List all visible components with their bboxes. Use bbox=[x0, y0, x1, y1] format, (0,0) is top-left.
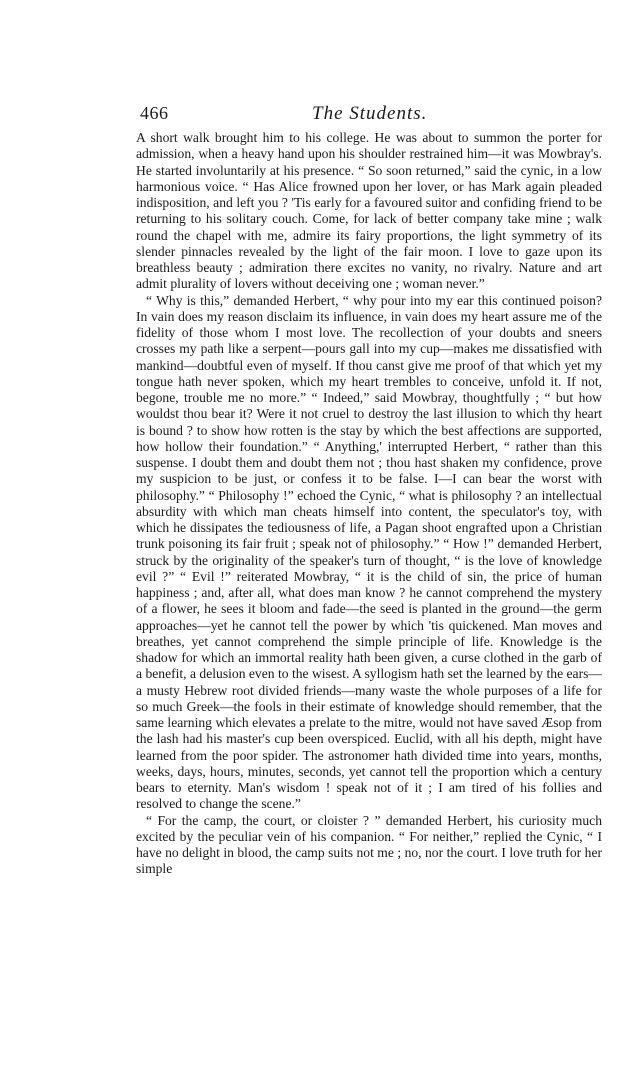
paragraph-3: “ For the camp, the court, or cloister ? ” demanded Herbert, his curiosity much excited by the peculiar vein of his companion. “ For neither,” replied the Cynic, “ I have no delight in blood, the camp suits not me ; no, nor the court. I love truth for her simple bbox=[136, 812, 602, 877]
body-text bbox=[136, 130, 602, 878]
running-head bbox=[140, 103, 602, 127]
paragraph-1: A short walk brought him to his college. He was about to summon the porter for admission, when a heavy hand upon his shoulder restrained him—it was Mowbray's. He started involuntarily at his presence. “ So soon returned,” said the cynic, in a low harmonious voice. “ Has Alice frowned upon her lover, or has Mark again pleaded indisposition, and left you ? 'Tis early for a favoured suitor and confiding friend to be returning to his solitary couch. Come, for lack of better company take mine ; walk round the chapel with me, admire its fairy proportions, the light symmetry of its slender pinnacles revealed by the light of the fair moon. I love to gaze upon its breathless beauty ; admiration there excites no vanity, no rivalry. Nature and art admit plurality of lovers without deceiving one ; woman never.” bbox=[136, 130, 602, 292]
running-title: The Students. bbox=[312, 103, 428, 124]
page-number: 466 bbox=[140, 103, 169, 123]
paragraph-2: “ Why is this,” demanded Herbert, “ why pour into my ear this continued poison? In vain does my reason disclaim its influence, in vain does my heart assure me of the fidelity of those whom I most love. The recollection of your doubts and sneers crosses my path like a serpent—pours gall into my cup—makes me dissatisfied with mankind—doubtful even of myself. If thou canst give me proof of that which yet my tongue hath never spoken, which my heart trembles to conceive, unfold it. If not, begone, trouble me no more.” “ Indeed,” said Mowbray, thoughtfully ; “ but how wouldst thou bear it? Were it not cruel to destroy the last illusion to which thy heart is bound ? to show how rotten is the stay by which the best affections are supported, how hollow their foundation.” “ Anything,' interrupted Herbert, “ rather than this suspense. I doubt them and doubt them not ; thou hast shaken my confidence, prove my suspicion to be just, or confess it to be false. I—I can bear the worst with philosophy.” “ Philosophy !” echoed the Cynic, “ what is philosophy ? an intellectual absurdity with which man cheats himself into content, the speculator's toy, with which he dissipates the tediousness of life, a Pagan shoot engrafted upon a Christian trunk poisoning its fair fruit ; speak not of philosophy.” “ How !” demanded Herbert, struck by the originality of the speaker's turn of thought, “ is the love of knowledge evil ?” “ Evil !” reiterated Mowbray, “ it is the child of sin, the price of human happiness ; and, after all, what does man know ? he cannot comprehend the mystery of a flower, he sees it bloom and fade—the seed is planted in the ground—the germ approaches—yet he cannot tell the power by which 'tis quickened. Man moves and breathes, yet cannot comprehend the simple principle of life. Knowledge is the shadow for which an immortal reality hath been given, a curse clothed in the garb of a benefit, a delusion even to the wisest. A syllogism hath set the learned by the ears—a musty Hebrew root divided friends—many waste the whole purposes of a life for so much Greek—the fools in their estimate of knowledge should remember, that the same learning which elevates a prelate to the mitre, would not have saved Æsop from the lash had his master's cup been overspiced. Euclid, with all his depth, might have learned from the poor spider. The astronomer hath divided time into years, months, weeks, days, hours, minutes, seconds, yet cannot tell the proportion which a century bears to eternity. Man's wisdom ! speak not of it ; I am tired of his follies and resolved to change the scene.” bbox=[136, 292, 602, 812]
